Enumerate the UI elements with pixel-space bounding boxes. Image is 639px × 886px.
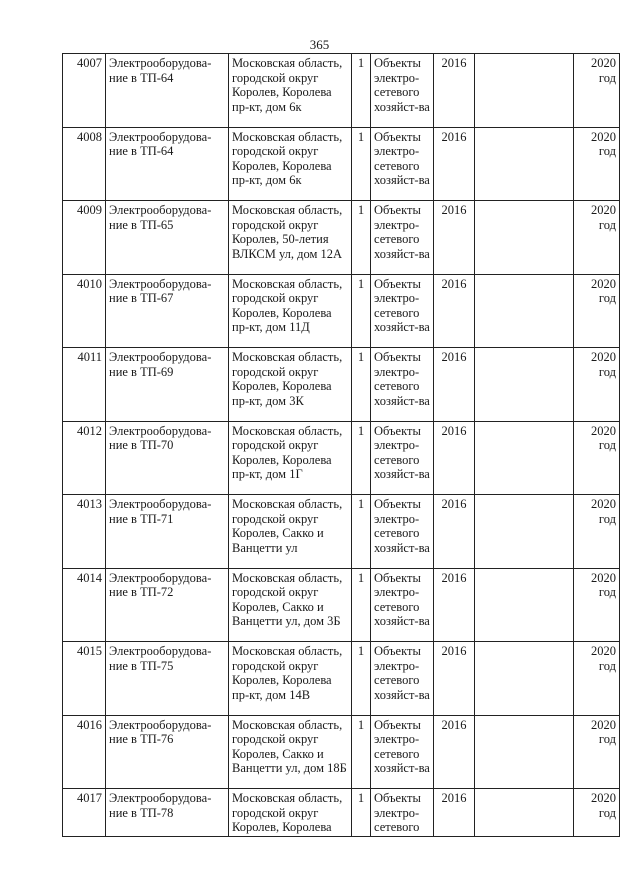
table-row [63, 789, 620, 837]
quantity: 1 [352, 568, 371, 642]
empty-cell [475, 789, 574, 837]
equipment-name: Электрооборудова-ние в ТП-64 [106, 54, 229, 128]
empty-cell [475, 274, 574, 348]
asset-category: Объекты электро-сетевого [371, 789, 434, 837]
commission-year: 2016 [434, 348, 475, 422]
equipment-name: Электрооборудова-ние в ТП-71 [106, 495, 229, 569]
asset-category: Объекты электро-сетевого хозяйст-ва [371, 54, 434, 128]
planned-year: 2020 год [574, 201, 620, 275]
row-number: 4012 [63, 421, 106, 495]
planned-year: 2020 год [574, 568, 620, 642]
row-number: 4007 [63, 54, 106, 128]
table-row [63, 127, 620, 201]
planned-year: 2020 год [574, 715, 620, 789]
asset-category: Объекты электро-сетевого хозяйст-ва [371, 568, 434, 642]
empty-cell [475, 421, 574, 495]
row-number: 4009 [63, 201, 106, 275]
equipment-address: Московская область, городской округ Королев, Королева пр-кт, дом 11Д [229, 274, 352, 348]
commission-year: 2016 [434, 421, 475, 495]
empty-cell [475, 54, 574, 128]
table-row [63, 715, 620, 789]
quantity: 1 [352, 127, 371, 201]
row-number: 4014 [63, 568, 106, 642]
equipment-address: Московская область, городской округ Королев, Королева пр-кт, дом 6к [229, 54, 352, 128]
empty-cell [475, 495, 574, 569]
registry-table [62, 53, 620, 837]
table-row [63, 274, 620, 348]
equipment-address: Московская область, городской округ Королев, 50-летия ВЛКСМ ул, дом 12А [229, 201, 352, 275]
row-number: 4008 [63, 127, 106, 201]
asset-category: Объекты электро-сетевого хозяйст-ва [371, 495, 434, 569]
equipment-address: Московская область, городской округ Королев, Королева пр-кт, дом 6к [229, 127, 352, 201]
equipment-name: Электрооборудова-ние в ТП-65 [106, 201, 229, 275]
commission-year: 2016 [434, 642, 475, 716]
commission-year: 2016 [434, 54, 475, 128]
table-row [63, 421, 620, 495]
equipment-address: Московская область, городской округ Королев, Королева пр-кт, дом 14В [229, 642, 352, 716]
table-row [63, 54, 620, 128]
row-number: 4011 [63, 348, 106, 422]
planned-year: 2020 год [574, 789, 620, 837]
empty-cell [475, 201, 574, 275]
quantity: 1 [352, 348, 371, 422]
asset-category: Объекты электро-сетевого хозяйст-ва [371, 201, 434, 275]
table-row [63, 495, 620, 569]
table-row [63, 568, 620, 642]
row-number: 4010 [63, 274, 106, 348]
equipment-address: Московская область, городской округ Королев, Королева пр-кт, дом 3К [229, 348, 352, 422]
equipment-address: Московская область, городской округ Королев, Сакко и Ванцетти ул, дом 3Б [229, 568, 352, 642]
commission-year: 2016 [434, 789, 475, 837]
table-row [63, 642, 620, 716]
registry-table-body [63, 54, 620, 837]
empty-cell [475, 715, 574, 789]
table-row [63, 348, 620, 422]
commission-year: 2016 [434, 495, 475, 569]
equipment-name: Электрооборудова-ние в ТП-70 [106, 421, 229, 495]
commission-year: 2016 [434, 568, 475, 642]
commission-year: 2016 [434, 201, 475, 275]
commission-year: 2016 [434, 274, 475, 348]
equipment-address: Московская область, городской округ Королев, Сакко и Ванцетти ул [229, 495, 352, 569]
row-number: 4017 [63, 789, 106, 837]
empty-cell [475, 348, 574, 422]
asset-category: Объекты электро-сетевого хозяйст-ва [371, 274, 434, 348]
asset-category: Объекты электро-сетевого хозяйст-ва [371, 715, 434, 789]
quantity: 1 [352, 789, 371, 837]
equipment-name: Электрооборудова-ние в ТП-75 [106, 642, 229, 716]
equipment-name: Электрооборудова-ние в ТП-69 [106, 348, 229, 422]
quantity: 1 [352, 421, 371, 495]
commission-year: 2016 [434, 715, 475, 789]
equipment-address: Московская область, городской округ Королев, Королева пр-кт, дом 1Г [229, 421, 352, 495]
planned-year: 2020 год [574, 642, 620, 716]
asset-category: Объекты электро-сетевого хозяйст-ва [371, 421, 434, 495]
planned-year: 2020 год [574, 274, 620, 348]
planned-year: 2020 год [574, 348, 620, 422]
asset-category: Объекты электро-сетевого хозяйст-ва [371, 348, 434, 422]
row-number: 4015 [63, 642, 106, 716]
equipment-address: Московская область, городской округ Королев, Сакко и Ванцетти ул, дом 18Б [229, 715, 352, 789]
equipment-name: Электрооборудова-ние в ТП-76 [106, 715, 229, 789]
empty-cell [475, 642, 574, 716]
quantity: 1 [352, 715, 371, 789]
empty-cell [475, 568, 574, 642]
page-number: 365 [309, 37, 330, 52]
planned-year: 2020 год [574, 421, 620, 495]
quantity: 1 [352, 54, 371, 128]
asset-category: Объекты электро-сетевого хозяйст-ва [371, 127, 434, 201]
equipment-name: Электрооборудова-ние в ТП-67 [106, 274, 229, 348]
row-number: 4013 [63, 495, 106, 569]
quantity: 1 [352, 495, 371, 569]
row-number: 4016 [63, 715, 106, 789]
equipment-name: Электрооборудова-ние в ТП-64 [106, 127, 229, 201]
equipment-name: Электрооборудова-ние в ТП-78 [106, 789, 229, 837]
quantity: 1 [352, 274, 371, 348]
table-row [63, 201, 620, 275]
quantity: 1 [352, 201, 371, 275]
asset-category: Объекты электро-сетевого хозяйст-ва [371, 642, 434, 716]
planned-year: 2020 год [574, 127, 620, 201]
planned-year: 2020 год [574, 54, 620, 128]
commission-year: 2016 [434, 127, 475, 201]
equipment-name: Электрооборудова-ние в ТП-72 [106, 568, 229, 642]
quantity: 1 [352, 642, 371, 716]
empty-cell [475, 127, 574, 201]
equipment-address: Московская область, городской округ Королев, Королева [229, 789, 352, 837]
planned-year: 2020 год [574, 495, 620, 569]
